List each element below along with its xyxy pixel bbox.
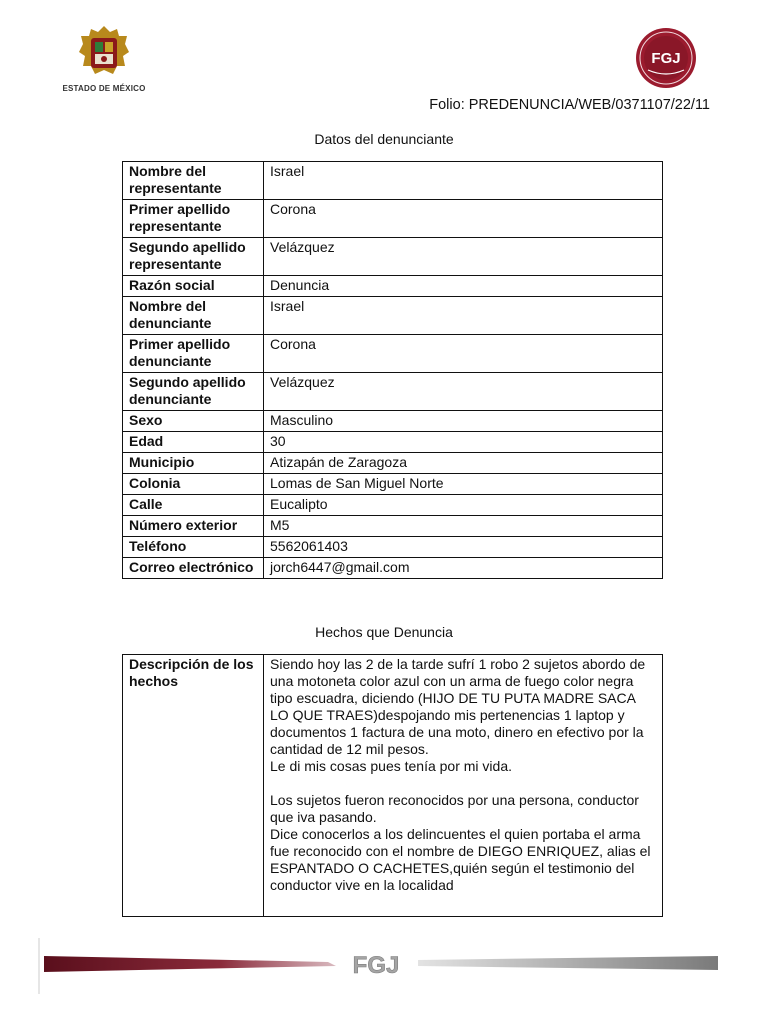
row-value: Atizapán de Zaragoza: [264, 453, 663, 474]
table-row: [123, 162, 663, 200]
table-row: [123, 432, 663, 453]
table-row: [123, 238, 663, 276]
fgj-seal-logo: [630, 26, 702, 90]
row-label: Municipio: [123, 453, 264, 474]
row-value: Corona: [264, 335, 663, 373]
hechos-description-cell: [264, 655, 663, 917]
denunciante-table: [122, 161, 663, 579]
row-value: Israel: [264, 297, 663, 335]
row-label: Colonia: [123, 474, 264, 495]
table-row: [123, 474, 663, 495]
denunciante-section-title: Datos del denunciante: [314, 131, 454, 147]
table-row: [123, 495, 663, 516]
row-label: Nombre del representante: [123, 162, 264, 200]
table-row: [123, 276, 663, 297]
hechos-description: Siendo hoy las 2 de la tarde sufrí 1 robo 2 sujetos abordo de una motoneta color azul con un arma de fuego color negra tipo escuadra, diciendo (HIJO DE TU PUTA MADRE SACA LO QUE TRAES)despojando mis pertenencias 1 laptop y documentos 1 factura de una moto, dinero en efectivo por la cantidad de 12 mil pesos. Le di mis cosas pues tenía por mi vida. Los sujetos fueron reconocidos por una persona, conductor que iva pasando. Dice conocerlos a los delincuentes el quien portaba el arma fue reconocido con el nombre de DIEGO ENRIQUEZ, alias el ESPANTADO O CACHETES,quién según el testimonio del conductor vive en la localidad: [270, 656, 651, 893]
row-label: Segundo apellido denunciante: [123, 373, 264, 411]
row-label: Número exterior: [123, 516, 264, 537]
table-row: [123, 558, 663, 579]
estado-de-mexico-caption: ESTADO DE MÉXICO: [62, 84, 146, 93]
footer-edge: [38, 938, 40, 994]
table-row: [123, 453, 663, 474]
row-value: jorch6447@gmail.com: [264, 558, 663, 579]
row-value: Corona: [264, 200, 663, 238]
row-label: Correo electrónico: [123, 558, 264, 579]
row-label: Nombre del denunciante: [123, 297, 264, 335]
hechos-label: Descripción de los hechos: [123, 655, 264, 917]
row-label: Primer apellido representante: [123, 200, 264, 238]
estado-de-mexico-logo: [58, 24, 150, 98]
row-label: Razón social: [123, 276, 264, 297]
row-label: Sexo: [123, 411, 264, 432]
row-label: Calle: [123, 495, 264, 516]
hechos-table: [122, 654, 663, 917]
row-value: Velázquez: [264, 238, 663, 276]
row-value: Velázquez: [264, 373, 663, 411]
footer-fgj-text: FGJ: [352, 952, 400, 979]
table-row: [123, 200, 663, 238]
row-value: Eucalipto: [264, 495, 663, 516]
row-value: 30: [264, 432, 663, 453]
coat-of-arms-icon: [77, 24, 131, 80]
table-row: [123, 655, 663, 917]
row-label: Primer apellido denunciante: [123, 335, 264, 373]
footer-banner: [38, 938, 730, 994]
fgj-seal-text: FGJ: [651, 50, 681, 67]
hechos-section-title: Hechos que Denuncia: [315, 624, 453, 640]
table-row: [123, 516, 663, 537]
row-value: Masculino: [264, 411, 663, 432]
row-label: Segundo apellido representante: [123, 238, 264, 276]
fgj-seal-icon: [630, 26, 702, 90]
table-row: [123, 373, 663, 411]
table-row: [123, 411, 663, 432]
row-value: Denuncia: [264, 276, 663, 297]
document-header: [0, 0, 768, 130]
document-footer: [38, 938, 730, 994]
folio-number: Folio: PREDENUNCIA/WEB/0371107/22/11: [429, 97, 710, 113]
table-row: [123, 335, 663, 373]
row-label: Edad: [123, 432, 264, 453]
row-label: Teléfono: [123, 537, 264, 558]
row-value: Israel: [264, 162, 663, 200]
row-value: M5: [264, 516, 663, 537]
row-value: Lomas de San Miguel Norte: [264, 474, 663, 495]
row-value: 5562061403: [264, 537, 663, 558]
table-row: [123, 537, 663, 558]
table-row: [123, 297, 663, 335]
